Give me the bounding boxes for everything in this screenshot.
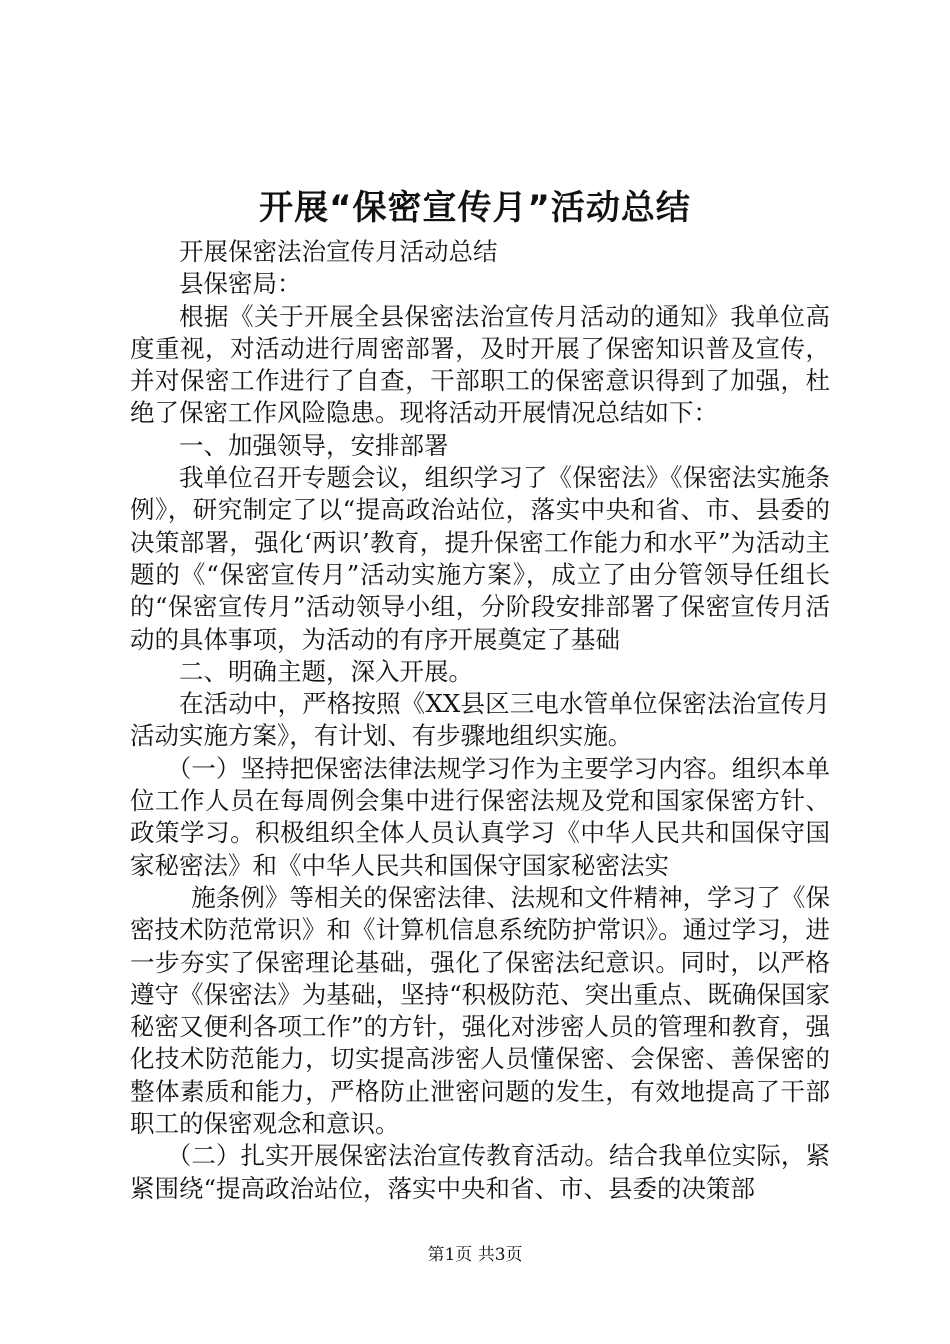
section-heading-2: 二、明确主题，深入开展。 (179, 656, 473, 686)
paragraph-item-1: （一）坚持把保密法律法规学习作为主要学习内容。组织本单位工作人员在每周例会集中进行保密法规及党和国家保密方针、政策学习。积极组织全体人员认真学习《中华人民共和国保守国家秘密法》和《中华人民共和国保守国家秘密法实 (130, 753, 830, 880)
paragraph-subtitle: 开展保密法治宣传月活动总结 (179, 237, 498, 266)
document-body (130, 236, 830, 1205)
paragraph-section-2: 在活动中，严格按照《XX县区三电水管单位保密法治宣传月活动实施方案》，有计划、有步骤地组织实施。 (130, 689, 830, 751)
paragraph-item-2: （二）扎实开展保密法治宣传教育活动。结合我单位实际，紧紧围绕“提高政治站位，落实中央和省、市、县委的决策部 (130, 1141, 830, 1203)
paragraph-item-1-continued: 施条例》等相关的保密法律、法规和文件精神，学习了《保密技术防范常识》和《计算机信息系统防护常识》。通过学习，进一步夯实了保密理论基础，强化了保密法纪意识。同时，以严格遵守《保密法》为基础，坚持“积极防范、突出重点、既确保国家秘密又便利各项工作”的方针，强化对涉密人员的管理和教育，强化技术防范能力，切实提高涉密人员懂保密、会保密、善保密的整体素质和能力，严格防止泄密问题的发生，有效地提高了干部职工的保密观念和意识。 (130, 882, 830, 1139)
section-heading-1: 一、加强领导，安排部署 (179, 430, 449, 460)
page-footer: 第1页 共3页 (427, 1245, 523, 1265)
document-title: 开展“保密宣传月”活动总结 (259, 188, 691, 228)
paragraph-section-1: 我单位召开专题会议，组织学习了《保密法》《保密法实施条例》，研究制定了以“提高政治站位，落实中央和省、市、县委的决策部署，强化‘两识’教育，提升保密工作能力和水平”为活动主题的《“保密宣传月”活动实施方案》，成立了由分管领导任组长的“保密宣传月”活动领导小组，分阶段安排部署了保密宣传月活动的具体事项，为活动的有序开展奠定了基础 (130, 463, 830, 654)
paragraph-intro: 根据《关于开展全县保密法治宣传月活动的通知》我单位高度重视，对活动进行周密部署，及时开展了保密知识普及宣传，并对保密工作进行了自查，干部职工的保密意识得到了加强，杜绝了保密工作风险隐患。现将活动开展情况总结如下： (130, 301, 830, 428)
paragraph-addressee: 县保密局： (179, 269, 302, 299)
